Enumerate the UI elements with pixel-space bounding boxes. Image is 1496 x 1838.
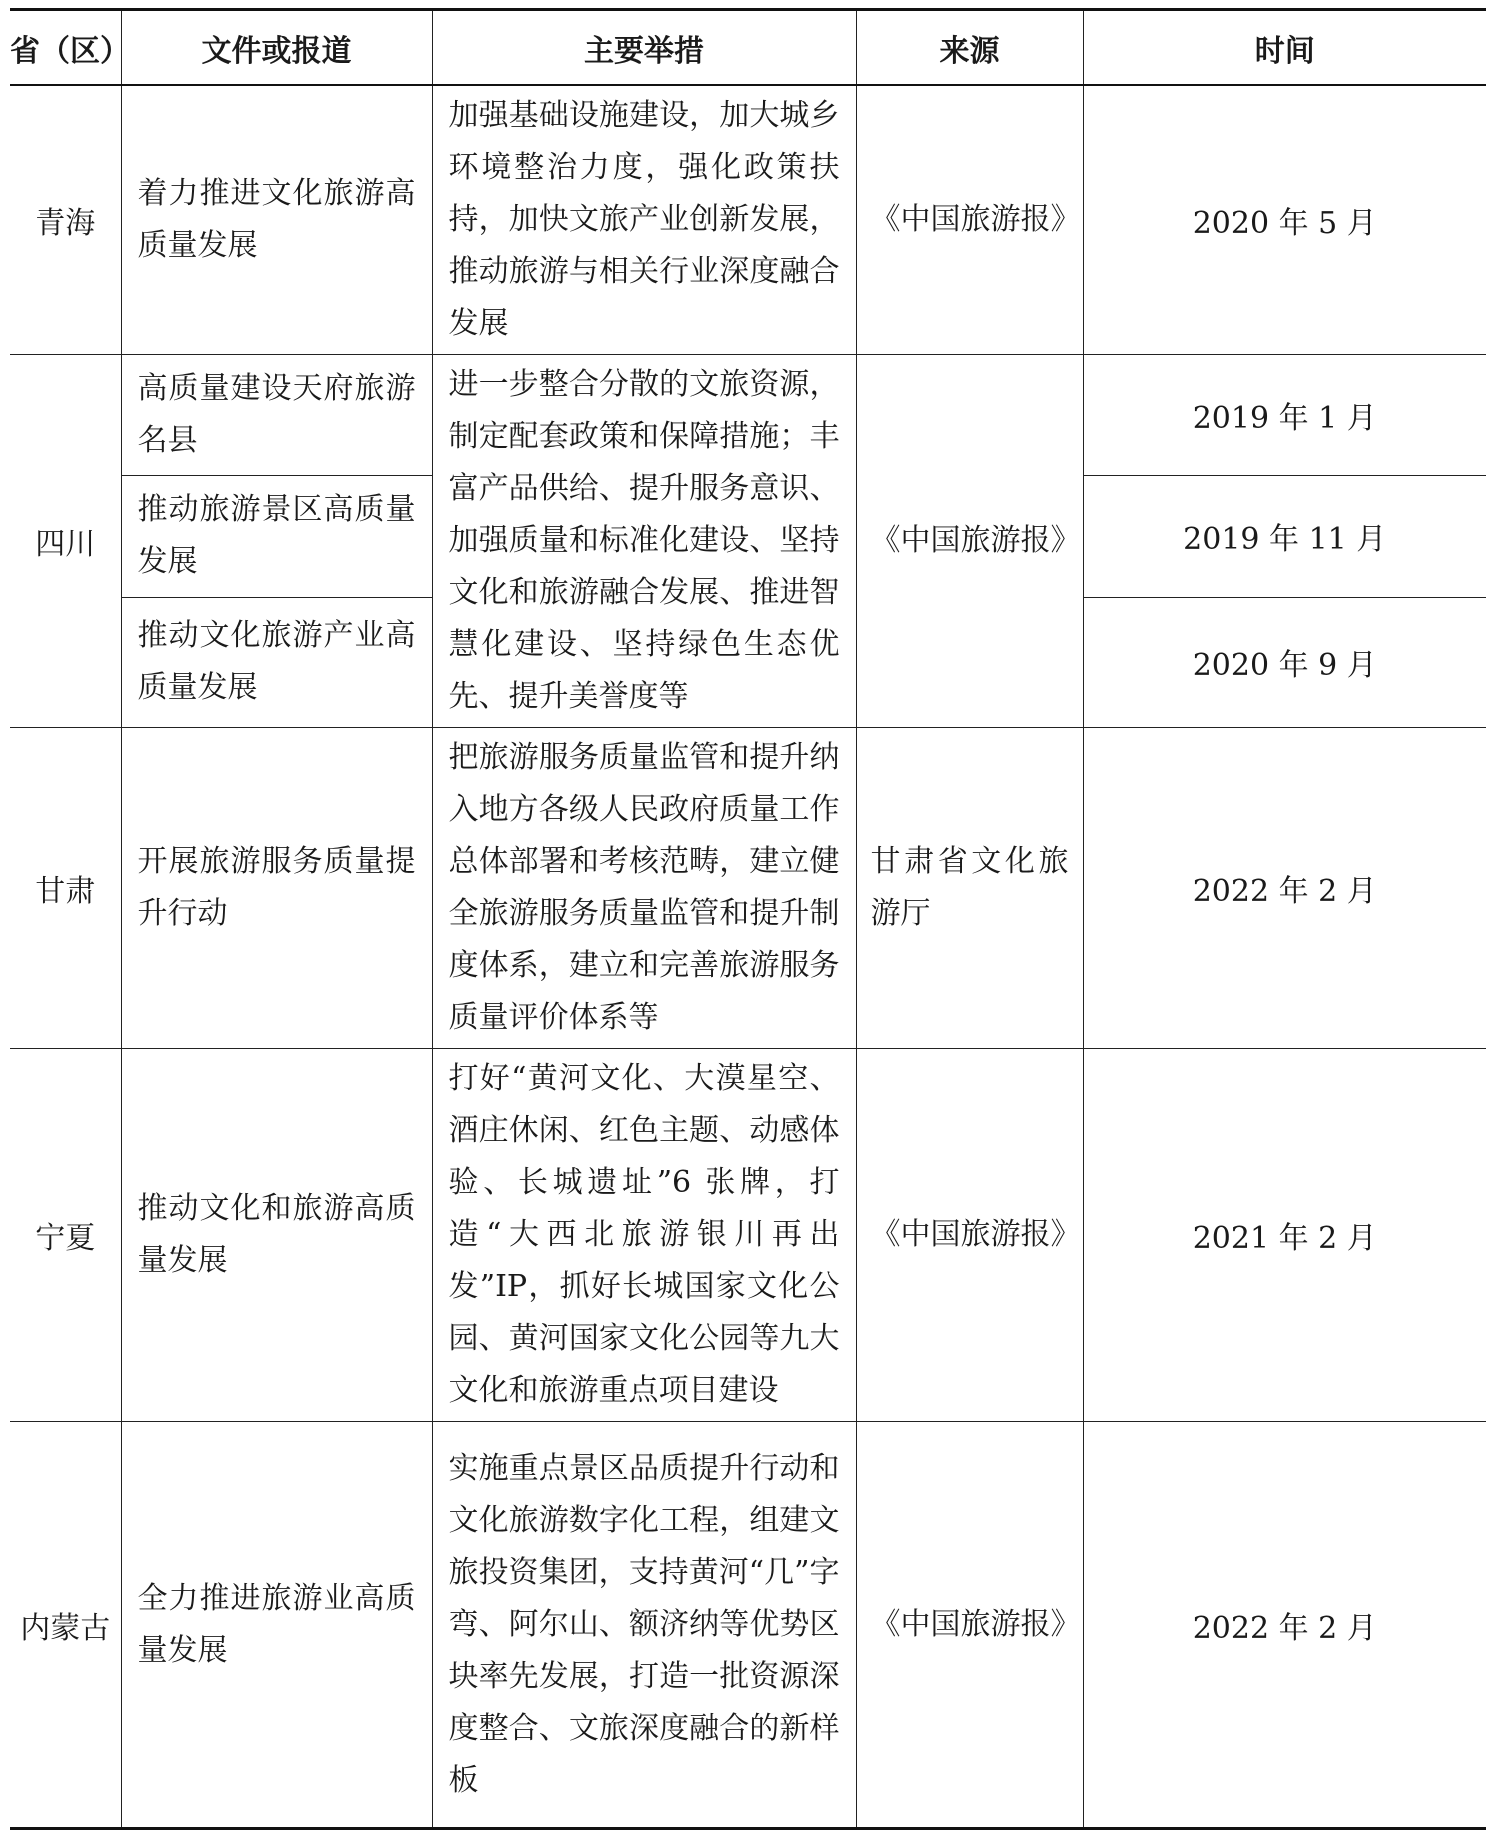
cell-time: 2019 年 11 月 [1083, 476, 1486, 597]
header-document: 文件或报道 [121, 10, 432, 86]
cell-time: 2022 年 2 月 [1083, 728, 1486, 1049]
cell-source: 《中国旅游报》 [856, 85, 1083, 355]
cell-measures: 加强基础设施建设，加大城乡环境整治力度，强化政策扶持，加快文旅产业创新发展，推动旅游与相关行业深度融合发展 [432, 85, 856, 355]
cell-measures: 实施重点景区品质提升行动和文化旅游数字化工程，组建文旅投资集团，支持黄河“几”字弯、阿尔山、额济纳等优势区块率先发展，打造一批资源深度整合、文旅深度融合的新样板 [432, 1422, 856, 1829]
cell-measures: 把旅游服务质量监管和提升纳入地方各级人民政府质量工作总体部署和考核范畴，建立健全旅游服务质量监管和提升制度体系，建立和完善旅游服务质量评价体系等 [432, 728, 856, 1049]
cell-province: 甘肃 [10, 728, 121, 1049]
table-row [10, 85, 1486, 355]
policy-table [10, 8, 1486, 1830]
cell-document: 着力推进文化旅游高质量发展 [121, 85, 432, 355]
cell-source: 《中国旅游报》 [856, 1049, 1083, 1422]
table-row [10, 728, 1486, 1049]
cell-document: 开展旅游服务质量提升行动 [121, 728, 432, 1049]
cell-measures: 打好“黄河文化、大漠星空、酒庄休闲、红色主题、动感体验、长城遗址”6 张牌，打造“大西北旅游银川再出发”IP，抓好长城国家文化公园、黄河国家文化公园等九大文化和旅游重点项目建设 [432, 1049, 856, 1422]
cell-province: 宁夏 [10, 1049, 121, 1422]
cell-document: 推动文化和旅游高质量发展 [121, 1049, 432, 1422]
header-source: 来源 [856, 10, 1083, 86]
cell-source: 甘肃省文化旅游厅 [856, 728, 1083, 1049]
table-header-row [10, 10, 1486, 86]
cell-province: 青海 [10, 85, 121, 355]
cell-measures: 进一步整合分散的文旅资源，制定配套政策和保障措施；丰富产品供给、提升服务意识、加强质量和标准化建设、坚持文化和旅游融合发展、推进智慧化建设、坚持绿色生态优先、提升美誉度等 [432, 355, 856, 728]
table-row [10, 1049, 1486, 1422]
cell-time: 2019 年 1 月 [1083, 355, 1486, 476]
cell-province: 内蒙古 [10, 1422, 121, 1829]
table-row [10, 355, 1486, 476]
header-time: 时间 [1083, 10, 1486, 86]
cell-document: 推动文化旅游产业高质量发展 [121, 597, 432, 728]
cell-document: 推动旅游景区高质量发展 [121, 476, 432, 597]
table-row [10, 1422, 1486, 1829]
cell-document: 高质量建设天府旅游名县 [121, 355, 432, 476]
cell-time: 2022 年 2 月 [1083, 1422, 1486, 1829]
cell-province: 四川 [10, 355, 121, 728]
cell-source: 《中国旅游报》 [856, 355, 1083, 728]
header-measures: 主要举措 [432, 10, 856, 86]
cell-document: 全力推进旅游业高质量发展 [121, 1422, 432, 1829]
header-province: 省（区） [10, 10, 121, 86]
cell-source: 《中国旅游报》 [856, 1422, 1083, 1829]
cell-time: 2020 年 9 月 [1083, 597, 1486, 728]
cell-time: 2020 年 5 月 [1083, 85, 1486, 355]
cell-time: 2021 年 2 月 [1083, 1049, 1486, 1422]
